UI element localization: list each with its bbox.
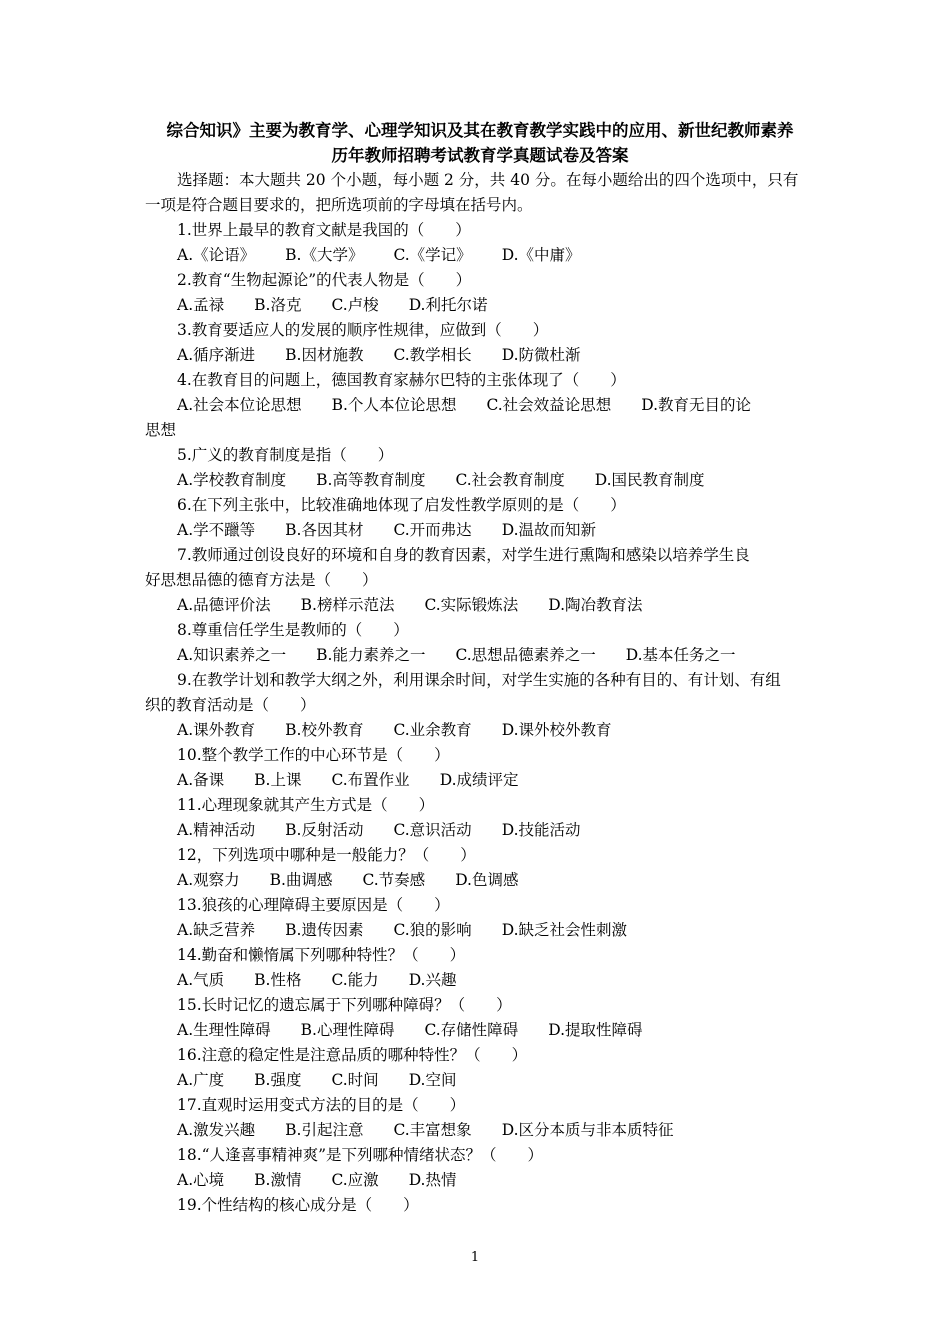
question-text: 15.长时记忆的遗忘属于下列哪种障碍？（ ） bbox=[177, 996, 512, 1014]
question-text: 2.教育“生物起源论”的代表人物是（ ） bbox=[177, 271, 472, 289]
question-text: 14.勤奋和懒惰属下列哪种特性？（ ） bbox=[177, 946, 466, 964]
option-item: C.布置作业 bbox=[331, 771, 410, 789]
question-options bbox=[145, 718, 815, 743]
question-text: 13.狼孩的心理障碍主要原因是（ ） bbox=[177, 896, 450, 914]
option-item: D.陶冶教育法 bbox=[548, 596, 643, 614]
option-item: D.技能活动 bbox=[501, 821, 581, 839]
option-item: B.校外教育 bbox=[285, 721, 364, 739]
question-options bbox=[145, 1168, 815, 1193]
option-item: A.生理性障碍 bbox=[177, 1021, 271, 1039]
option-item: A.观察力 bbox=[177, 871, 240, 889]
question-text: 4.在教育目的问题上，德国教育家赫尔巴特的主张体现了（ ） bbox=[177, 371, 626, 389]
question-text: 6.在下列主张中，比较准确地体现了启发性教学原则的是（ ） bbox=[177, 496, 626, 514]
options-continuation: 思想 bbox=[145, 421, 177, 439]
option-item: C.意识活动 bbox=[393, 821, 472, 839]
option-item: C.业余教育 bbox=[393, 721, 472, 739]
document-body bbox=[145, 118, 815, 1218]
question-options bbox=[145, 968, 815, 993]
option-item: B.洛克 bbox=[254, 296, 302, 314]
option-item: D.国民教育制度 bbox=[594, 471, 705, 489]
question-text: 5.广义的教育制度是指（ ） bbox=[177, 446, 394, 464]
option-item: C.思想品德素养之一 bbox=[455, 646, 596, 664]
option-item: C.教学相长 bbox=[393, 346, 472, 364]
option-item: D.《中庸》 bbox=[501, 246, 581, 264]
question-text: 17.直观时运用变式方法的目的是（ ） bbox=[177, 1096, 466, 1114]
question-text: 9.在教学计划和教学大纲之外，利用课余时间，对学生实施的各种有目的、有计划、有组 bbox=[177, 671, 781, 689]
option-item: B.上课 bbox=[254, 771, 302, 789]
question-list bbox=[145, 218, 815, 1218]
question-text: 11.心理现象就其产生方式是（ ） bbox=[177, 796, 435, 814]
question-text: 12，下列选项中哪种是一般能力？（ ） bbox=[177, 846, 476, 864]
option-item: C.卢梭 bbox=[331, 296, 379, 314]
option-item: C.应激 bbox=[331, 1171, 379, 1189]
option-item: B.心理性障碍 bbox=[300, 1021, 395, 1039]
option-item: B.个人本位论思想 bbox=[331, 396, 457, 414]
option-item: B.能力素养之一 bbox=[316, 646, 426, 664]
option-item: D.空间 bbox=[408, 1071, 457, 1089]
option-item: B.激情 bbox=[254, 1171, 302, 1189]
option-item: B.《大学》 bbox=[285, 246, 364, 264]
option-item: D.区分本质与非本质特征 bbox=[501, 1121, 674, 1139]
document-title-line-2: 历年教师招聘考试教育学真题试卷及答案 bbox=[331, 146, 629, 165]
question-options bbox=[145, 1118, 815, 1143]
question-text: 10.整个教学工作的中心环节是（ ） bbox=[177, 746, 450, 764]
question-text: 16.注意的稳定性是注意品质的哪种特性？（ ） bbox=[177, 1046, 528, 1064]
option-item: C.社会教育制度 bbox=[455, 471, 565, 489]
option-item: B.遗传因素 bbox=[285, 921, 364, 939]
option-item: A.气质 bbox=[177, 971, 225, 989]
question-options bbox=[145, 393, 815, 418]
option-item: B.性格 bbox=[254, 971, 302, 989]
option-item: A.精神活动 bbox=[177, 821, 256, 839]
option-item: A.品德评价法 bbox=[177, 596, 271, 614]
option-item: C.丰富想象 bbox=[393, 1121, 472, 1139]
question-options bbox=[145, 918, 815, 943]
question-text: 3.教育要适应人的发展的顺序性规律，应做到（ ） bbox=[177, 321, 549, 339]
option-item: A.学校教育制度 bbox=[177, 471, 287, 489]
question-options bbox=[145, 643, 815, 668]
option-item: C.实际锻炼法 bbox=[424, 596, 519, 614]
question-text: 18.“人逢喜事精神爽”是下列哪种情绪状态？（ ） bbox=[177, 1146, 543, 1164]
option-item: A.循序渐进 bbox=[177, 346, 256, 364]
question-text-continuation: 织的教育活动是（ ） bbox=[145, 696, 316, 714]
question-options bbox=[145, 818, 815, 843]
option-item: D.课外校外教育 bbox=[501, 721, 612, 739]
option-item: C.社会效益论思想 bbox=[486, 396, 612, 414]
option-item: B.榜样示范法 bbox=[300, 596, 395, 614]
question-text: 8.尊重信任学生是教师的（ ） bbox=[177, 621, 409, 639]
question-text: 19.个性结构的核心成分是（ ） bbox=[177, 1196, 419, 1214]
option-item: C.时间 bbox=[331, 1071, 379, 1089]
option-item: D.防微杜渐 bbox=[501, 346, 581, 364]
question-options bbox=[145, 1018, 815, 1043]
option-item: D.热情 bbox=[408, 1171, 457, 1189]
option-item: B.因材施教 bbox=[285, 346, 364, 364]
option-item: A.《论语》 bbox=[177, 246, 256, 264]
option-item: A.知识素养之一 bbox=[177, 646, 287, 664]
question-options bbox=[145, 468, 815, 493]
option-item: D.兴趣 bbox=[408, 971, 457, 989]
question-options bbox=[145, 768, 815, 793]
page-number: 1 bbox=[470, 1250, 480, 1265]
option-item: C.狼的影响 bbox=[393, 921, 472, 939]
option-item: B.强度 bbox=[254, 1071, 302, 1089]
document-title-line-1: 综合知识》主要为教育学、心理学知识及其在教育教学实践中的应用、新世纪教师素养 bbox=[166, 121, 794, 140]
option-item: D.温故而知新 bbox=[501, 521, 597, 539]
question-options bbox=[145, 343, 815, 368]
option-item: D.基本任务之一 bbox=[625, 646, 736, 664]
option-item: B.反射活动 bbox=[285, 821, 364, 839]
option-item: A.心境 bbox=[177, 1171, 225, 1189]
option-item: C.存储性障碍 bbox=[424, 1021, 519, 1039]
option-item: D.成绩评定 bbox=[439, 771, 519, 789]
option-item: B.高等教育制度 bbox=[316, 471, 426, 489]
option-item: D.缺乏社会性刺激 bbox=[501, 921, 628, 939]
option-item: D.利托尔诺 bbox=[408, 296, 488, 314]
question-options bbox=[145, 593, 815, 618]
option-item: A.课外教育 bbox=[177, 721, 256, 739]
option-item: D.教育无目的论 bbox=[641, 396, 752, 414]
question-text: 1.世界上最早的教育文献是我国的（ ） bbox=[177, 221, 471, 239]
option-item: A.激发兴趣 bbox=[177, 1121, 256, 1139]
option-item: A.缺乏营养 bbox=[177, 921, 256, 939]
option-item: D.色调感 bbox=[455, 871, 519, 889]
intro-line-2: 一项是符合题目要求的，把所选项前的字母填在括号内。 bbox=[145, 196, 533, 214]
option-item: D.提取性障碍 bbox=[548, 1021, 643, 1039]
question-options bbox=[145, 1068, 815, 1093]
option-item: C.《学记》 bbox=[393, 246, 472, 264]
option-item: A.学不躐等 bbox=[177, 521, 256, 539]
option-item: A.社会本位论思想 bbox=[177, 396, 302, 414]
intro-line-1: 选择题：本大题共 20 个小题，每小题 2 分，共 40 分。在每小题给出的四个选项中，只有 bbox=[177, 171, 799, 189]
option-item: A.广度 bbox=[177, 1071, 225, 1089]
option-item: B.各因其材 bbox=[285, 521, 364, 539]
option-item: A.备课 bbox=[177, 771, 225, 789]
question-text: 7.教师通过创设良好的环境和自身的教育因素，对学生进行熏陶和感染以培养学生良 bbox=[177, 546, 750, 564]
question-options bbox=[145, 293, 815, 318]
option-item: C.能力 bbox=[331, 971, 379, 989]
question-options bbox=[145, 868, 815, 893]
option-item: A.孟禄 bbox=[177, 296, 225, 314]
option-item: B.引起注意 bbox=[285, 1121, 364, 1139]
question-options bbox=[145, 243, 815, 268]
option-item: C.节奏感 bbox=[362, 871, 426, 889]
option-item: B.曲调感 bbox=[269, 871, 333, 889]
option-item: C.开而弗达 bbox=[393, 521, 472, 539]
question-options bbox=[145, 518, 815, 543]
question-text-continuation: 好思想品德的德育方法是（ ） bbox=[145, 571, 378, 589]
